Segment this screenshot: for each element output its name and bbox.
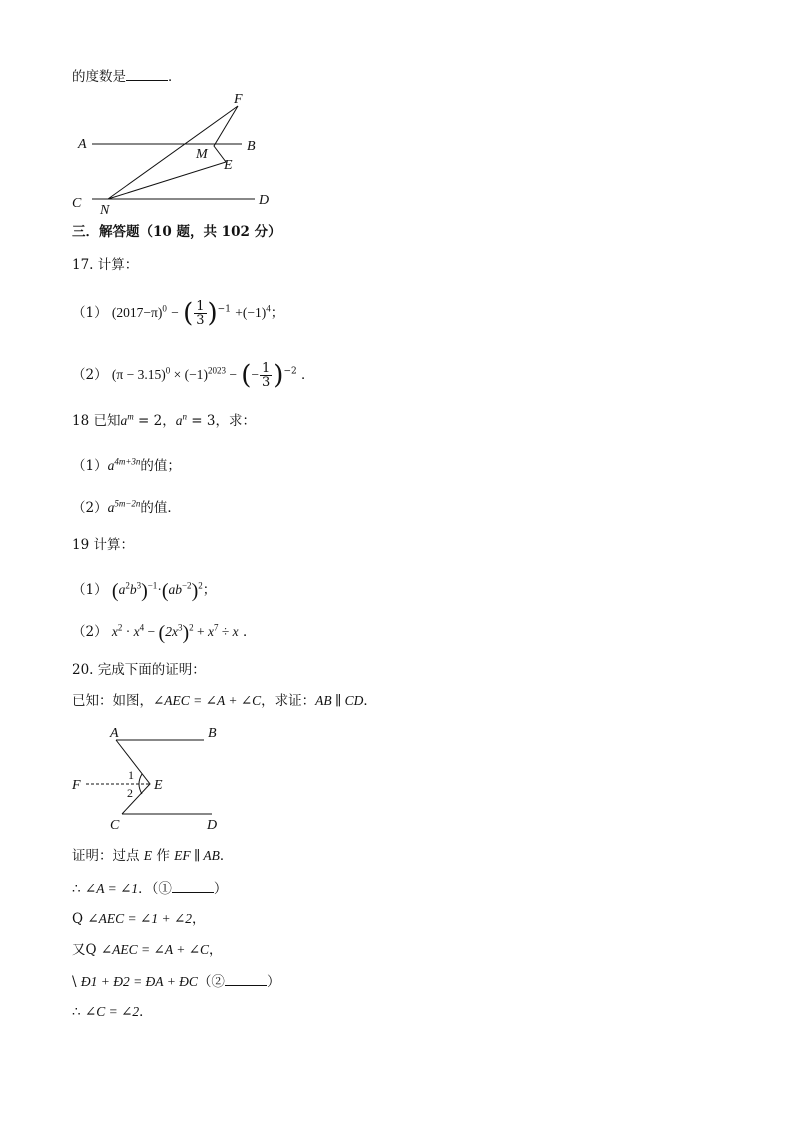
question-20-stem: 20. 完成下面的证明： bbox=[72, 662, 206, 678]
answer-blank-1[interactable] bbox=[172, 878, 214, 893]
label-e: E bbox=[154, 778, 163, 793]
fraction-neg-one-third: $\frac{1}{3}$ bbox=[262, 361, 271, 390]
fraction-one-third: $\frac{1}{3}$ bbox=[196, 299, 205, 328]
polyline-nfme bbox=[108, 106, 238, 199]
label-m: M bbox=[196, 147, 208, 162]
proof-line-6: ∴ ∠C = ∠2． bbox=[72, 1004, 153, 1020]
label-c: C bbox=[72, 196, 82, 211]
figure-parallel-lines-fmen bbox=[70, 88, 290, 218]
fill-blank-line: 的度数是 ． bbox=[72, 66, 182, 87]
question-18-part-1: $(1)a^{4m+3n}$的值； bbox=[72, 456, 181, 474]
label-b: B bbox=[208, 726, 217, 741]
section-title: 三．解答题（10 题，共 102 分） bbox=[72, 224, 282, 240]
label-a: A bbox=[78, 137, 87, 152]
question-17-part-1: （1） $(2017-\pi)^0$ − ( $\frac{1}{3}$ )$^{-1} +(-1)^4$； bbox=[72, 298, 285, 329]
label-a: A bbox=[110, 726, 119, 741]
proof-line-3: Q ∠AEC = ∠1 + ∠2， bbox=[72, 911, 206, 927]
label-e: E bbox=[224, 158, 233, 173]
label-d: D bbox=[259, 193, 270, 208]
proof-line-5: \ Ð1 + Ð2 = ÐA + ÐC（② ） bbox=[72, 971, 280, 992]
label-d: D bbox=[207, 818, 218, 833]
question-20-known: 已知：如图，∠AEC = ∠A + ∠C，求证：AB ∥ CD． bbox=[72, 693, 377, 709]
label-f: F bbox=[72, 778, 81, 793]
proof-line-4: 又Q ∠AEC = ∠A + ∠C， bbox=[72, 942, 223, 958]
answer-blank-2[interactable] bbox=[225, 971, 267, 986]
answer-blank[interactable] bbox=[126, 66, 168, 81]
label-f: F bbox=[234, 92, 243, 107]
question-19-stem: 19 计算： bbox=[72, 537, 134, 553]
proof-line-1: 证明：过点 E 作 EF ∥ AB． bbox=[72, 848, 234, 864]
label-angle-1: 1 bbox=[128, 768, 134, 782]
label-angle-2: 2 bbox=[127, 786, 133, 800]
question-18-part-2: $(2)a^{5m-2n}$的值． bbox=[72, 498, 181, 516]
question-18-stem: 18 已知$a^m = 2$，$a^n = 3$，求： bbox=[72, 411, 256, 429]
question-17-part-2: （2） $(\pi - 3.15)^0 \times (-1)^{2023}$ − (− $\frac{1}{3}$ )$^{-2}$ ． bbox=[72, 360, 315, 391]
figure-parallel-lines-aec bbox=[70, 722, 240, 837]
question-19-part-2: （2） $x^2 \cdot x^4 - (2x^3)^2 + x^7 \div x$ ． bbox=[72, 621, 257, 644]
proof-line-2: ∴ ∠A = ∠1．（① ） bbox=[72, 878, 227, 899]
label-b: B bbox=[247, 139, 256, 154]
question-17-stem: 17. 计算： bbox=[72, 257, 139, 273]
question-19-part-1: （1） $(a^2b^3)^{-1}\cdot(ab^{-2})^2$； bbox=[72, 579, 217, 602]
label-n: N bbox=[100, 203, 110, 218]
label-c: C bbox=[110, 818, 120, 833]
